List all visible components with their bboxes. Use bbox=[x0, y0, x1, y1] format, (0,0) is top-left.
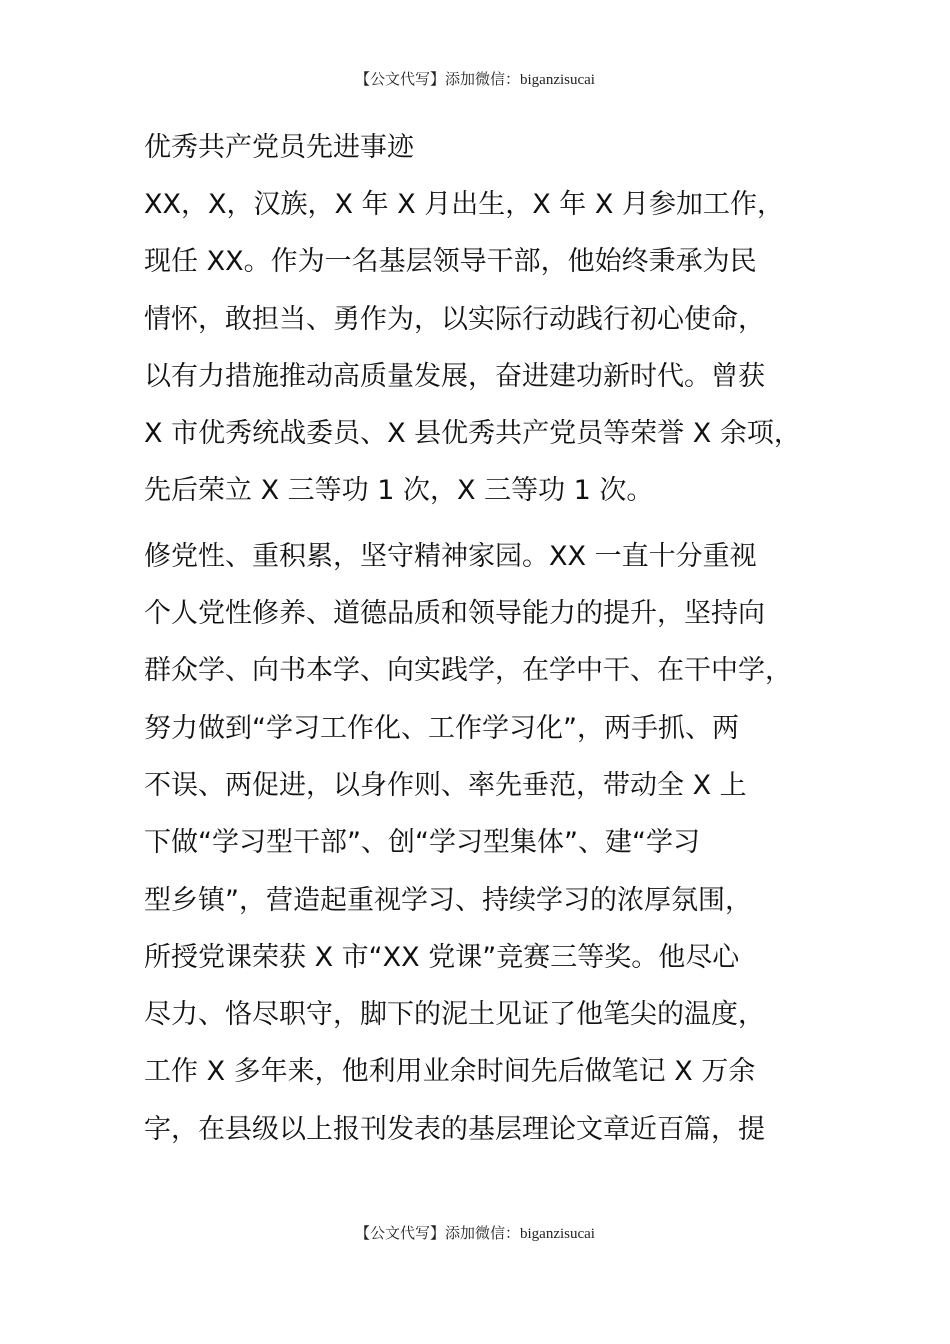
text-line: X 市优秀统战委员、X 县优秀共产党员等荣誉 X 余项， bbox=[144, 418, 801, 450]
text-line: 修党性、重积累，坚守精神家园。XX 一直十分重视 bbox=[144, 540, 757, 572]
text-line: 情怀，敢担当、勇作为，以实际行动践行初心使命， bbox=[144, 303, 765, 335]
page-header-watermark: 【公文代写】添加微信：biganzisucai bbox=[355, 72, 595, 88]
text-line: 型乡镇”，营造起重视学习、持续学习的浓厚氛围， bbox=[144, 884, 752, 916]
document-title: 优秀共产党员先进事迹 bbox=[144, 132, 414, 163]
text-line: 个人党性修养、道德品质和领导能力的提升，坚持向 bbox=[144, 598, 765, 630]
page-footer-watermark: 【公文代写】添加微信：biganzisucai bbox=[355, 1226, 595, 1242]
text-line: 现任 XX。作为一名基层领导干部，他始终秉承为民 bbox=[144, 246, 757, 278]
text-line: XX，X，汉族，X 年 X 月出生，X 年 X 月参加工作， bbox=[144, 189, 784, 220]
text-line: 尽力、恪尽职守，脚下的泥土见证了他笔尖的温度， bbox=[144, 999, 765, 1031]
text-line: 所授党课荣获 X 市“XX 党课”竞赛三等奖。他尽心 bbox=[144, 941, 740, 973]
text-line: 下做“学习型干部”、创“学习型集体”、建“学习 bbox=[144, 827, 700, 859]
text-line: 努力做到“学习工作化、工作学习化”，两手抓、两 bbox=[144, 712, 739, 744]
text-line: 工作 X 多年来，他利用业余时间先后做笔记 X 万余 bbox=[144, 1056, 756, 1088]
document-body bbox=[144, 124, 844, 1166]
text-line: 字，在县级以上报刊发表的基层理论文章近百篇，提 bbox=[144, 1113, 765, 1145]
paragraph-party-spirit bbox=[144, 528, 844, 1158]
text-line: 以有力措施推动高质量发展，奋进建功新时代。曾获 bbox=[144, 360, 765, 392]
text-line: 不误、两促进，以身作则、率先垂范，带动全 X 上 bbox=[144, 769, 747, 801]
text-line: 先后荣立 X 三等功 1 次，X 三等功 1 次。 bbox=[144, 475, 654, 507]
paragraph-intro bbox=[144, 176, 844, 520]
text-line: 群众学、向书本学、向实践学，在学中干、在干中学， bbox=[144, 655, 792, 687]
